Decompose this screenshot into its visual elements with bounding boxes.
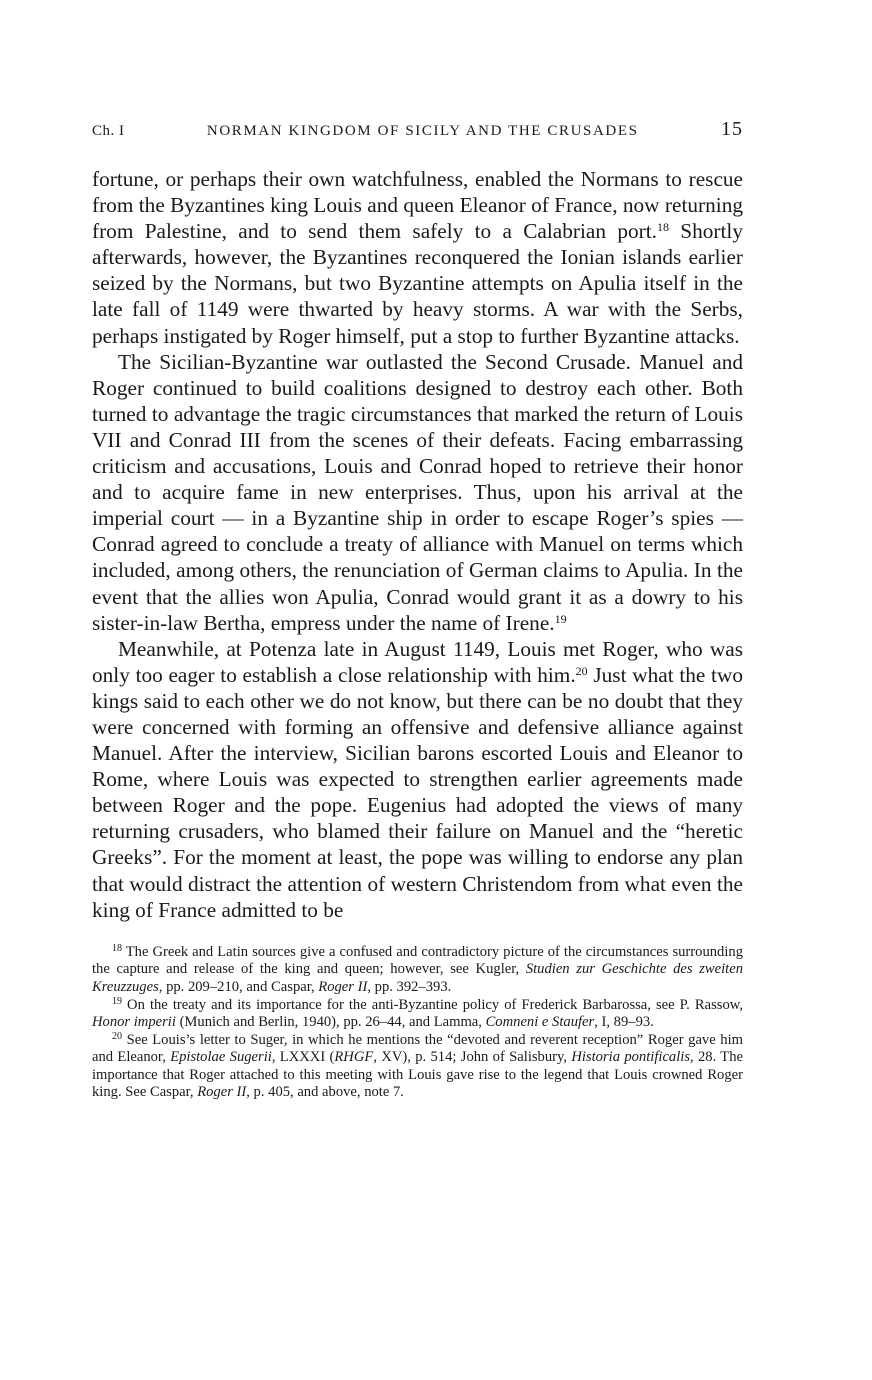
paragraph-2 xyxy=(92,349,743,636)
running-header xyxy=(92,118,743,144)
footnote-19-text-a: On the treaty and its importance for the anti-Byzantine policy of Frederick Barbarossa, see P. Rassow, xyxy=(122,996,743,1013)
chapter-label: Ch. I xyxy=(92,123,125,139)
footnote-20-text-c: , XV), p. 514; John of Salisbury, xyxy=(373,1049,572,1066)
footnote-19-title-2: Comneni e Staufer xyxy=(485,1014,595,1031)
running-title: NORMAN KINGDOM OF SICILY AND THE CRUSADES xyxy=(206,123,639,139)
paragraph-3 xyxy=(92,636,743,923)
footnote-20-title-4: Roger II xyxy=(197,1084,247,1101)
footnote-18-text-a: The Greek and Latin sources give a confused and contradictory picture of the circumstances surrounding the capture and release of the king and queen; however, see Kugler, xyxy=(92,943,743,978)
footnote-19-marker: 19 xyxy=(112,995,122,1007)
footnote-19-text-c: , I, 89–93. xyxy=(594,1014,654,1031)
paragraph-3-text-a: Meanwhile, at Potenza late in August 1149, Louis met Roger, who was only too eager to establish a close relationship with him. xyxy=(92,636,743,687)
footnote-20-text-b: , LXXXI ( xyxy=(271,1049,335,1066)
page-number: 15 xyxy=(721,118,743,140)
footnote-20-marker: 20 xyxy=(112,1030,122,1042)
footnote-20-title-2: RHGF xyxy=(334,1049,374,1066)
footnote-20 xyxy=(92,1032,743,1102)
paragraph-2-text: The Sicilian-Byzantine war outlasted the Second Crusade. Manuel and Roger continued to build coalitions designed to destroy each other. Both turned to advantage the tragic circumstances that marked the return of Louis VII and Conrad III from the scenes of their defeats. Facing embarrassing criticism and accusations, Louis and Conrad hoped to retrieve their honor and to acquire fame in new enterprises. Thus, upon his arrival at the imperial court — in a Byzantine ship in order to escape Roger’s spies — Conrad agreed to conclude a treaty of alliance with Manuel on terms which included, among others, the renunciation of German claims to Apulia. In the event that the allies won Apulia, Conrad would grant it as a dowry to his sister-in-law Bertha, empress under the name of Irene. xyxy=(92,349,743,635)
footnote-ref-18[interactable]: 18 xyxy=(656,220,669,235)
footnotes xyxy=(92,944,743,1102)
footnote-19-text-b: (Munich and Berlin, 1940), pp. 26–44, and Lamma, xyxy=(175,1014,486,1031)
paragraph-3-text-b: Just what the two kings said to each other we do not know, but there can be no doubt that they were concerned with forming an offensive and defensive alliance against Manuel. After the interview, Sicilian barons escorted Louis and Eleanor to Rome, where Louis was expected to strengthen earlier agreements made between Roger and the pope. Eugenius had adopted the views of many returning crusaders, who blamed their failure on Manuel and the “heretic Greeks”. For the moment at least, the pope was willing to endorse any plan that would distract the attention of western Christendom from what even the king of France admitted to be xyxy=(92,662,743,922)
footnote-19 xyxy=(92,997,743,1032)
footnote-20-title-3: Historia pontificalis xyxy=(571,1049,691,1066)
footnote-18-marker: 18 xyxy=(112,942,122,954)
footnote-18 xyxy=(92,944,743,997)
paragraph-1 xyxy=(92,166,743,349)
footnote-19-title-1: Honor imperii xyxy=(92,1014,176,1031)
footnote-18-title-2: Roger II xyxy=(318,978,368,995)
footnote-20-title-1: Epistolae Sugerii xyxy=(170,1049,272,1066)
footnote-18-text-c: , pp. 392–393. xyxy=(367,978,452,995)
book-page xyxy=(92,118,743,1102)
footnote-ref-20[interactable]: 20 xyxy=(575,663,588,678)
main-text xyxy=(92,166,743,923)
footnote-20-text-d: , 28. The importance that Roger attached to this meeting with Louis gave rise to the legend that Louis crowned Roger king. See Caspar, xyxy=(92,1049,743,1101)
paragraph-1-text-a: fortune, or perhaps their own watchfulness, enabled the Normans to rescue from the Byzantines king Louis and queen Eleanor of France, now returning from Palestine, and to send them safely to a Calabrian port. xyxy=(92,167,743,244)
footnote-20-text-e: , p. 405, and above, note 7. xyxy=(246,1084,404,1101)
footnote-18-text-b: , pp. 209–210, and Caspar, xyxy=(158,978,319,995)
footnote-18-title-1: Studien zur Geschichte des zweiten Kreuzzuges xyxy=(92,961,743,995)
footnote-20-text-a: See Louis’s letter to Suger, in which he mentions the “devoted and reverent reception” Roger gave him and Eleanor, xyxy=(92,1031,743,1066)
paragraph-1-text-b: Shortly afterwards, however, the Byzantines reconquered the Ionian islands earlier seized by the Normans, but two Byzantine attempts on Apulia itself in the late fall of 1149 were thwarted by heavy storms. A war with the Serbs, perhaps instigated by Roger himself, put a stop to further Byzantine attacks. xyxy=(92,219,743,348)
footnote-ref-19[interactable]: 19 xyxy=(554,611,567,626)
